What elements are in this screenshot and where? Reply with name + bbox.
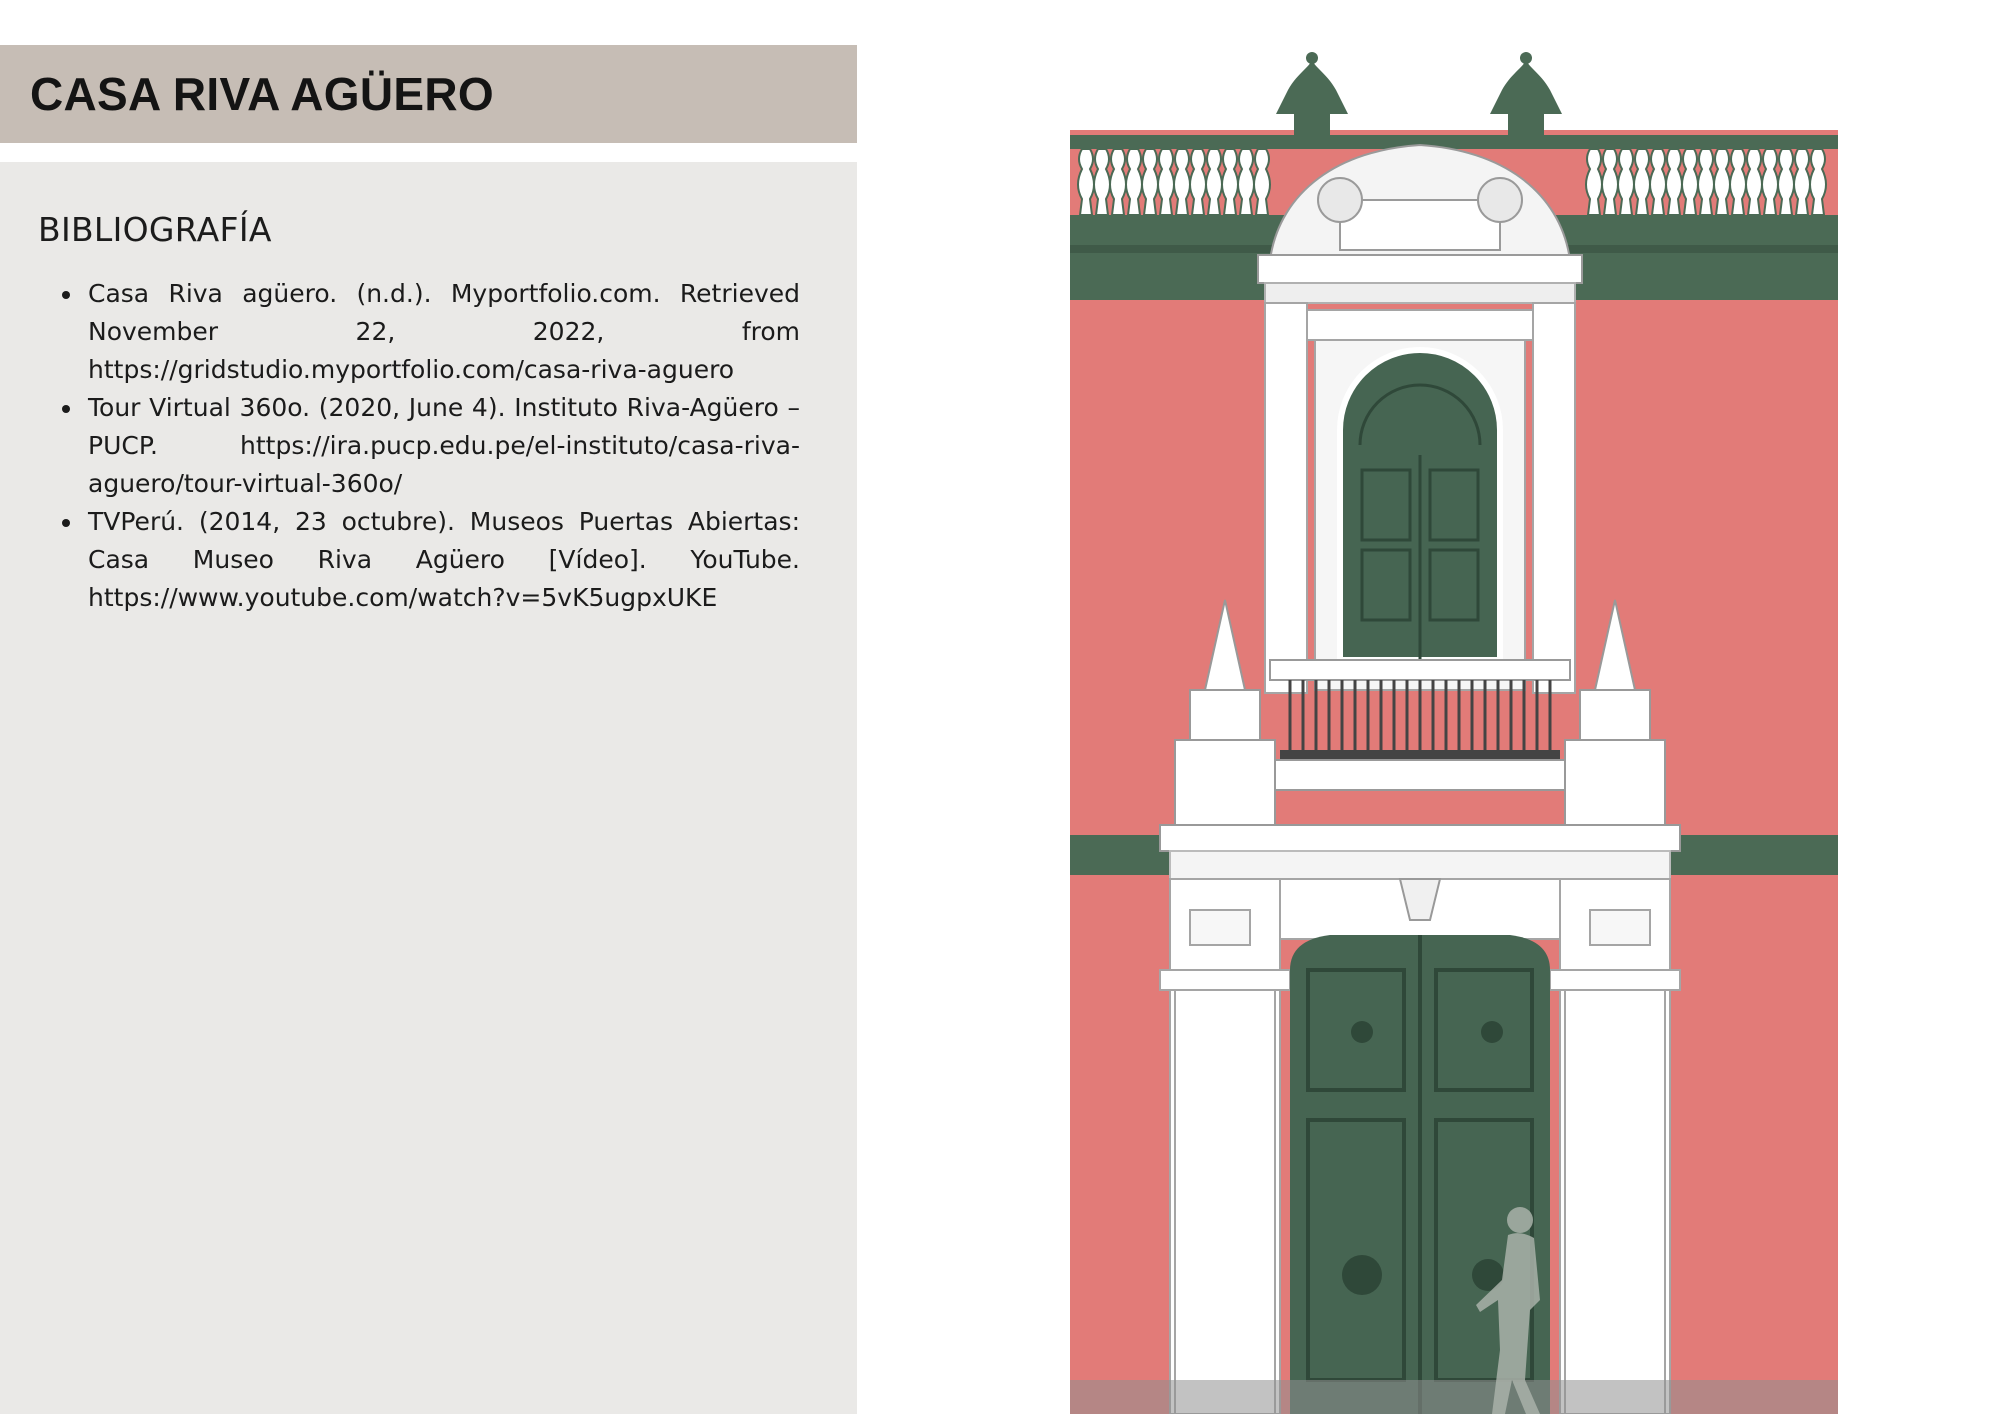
title-banner: [0, 45, 857, 143]
page-title: CASA RIVA AGÜERO: [30, 68, 494, 120]
baluster: [1778, 149, 1794, 215]
baluster: [1158, 149, 1174, 215]
bibliography-entry: • Casa Riva agüero. (n.d.). Myportfolio.com. Retrieved November 22, 2022, from https://gridstudio.myportfolio.com/casa-riva-aguero: [84, 275, 800, 389]
baluster: [1174, 149, 1190, 215]
baluster: [1586, 149, 1602, 215]
baluster: [1698, 149, 1714, 215]
baluster: [1730, 149, 1746, 215]
baluster: [1666, 149, 1682, 215]
baluster: [1190, 149, 1206, 215]
baluster: [1254, 149, 1270, 215]
baluster: [1682, 149, 1698, 215]
facade-plinth: [1070, 1380, 1838, 1414]
baluster: [1142, 149, 1158, 215]
entablature: [1258, 255, 1582, 283]
bibliography-entry: • Tour Virtual 360o. (2020, June 4). Instituto Riva-Agüero – PUCP. https://ira.pucp.edu.pe/el-instituto/casa-riva-aguero/tour-virtual-360o/: [84, 389, 800, 503]
baluster: [1110, 149, 1126, 215]
bibliography-panel: [0, 162, 857, 1414]
finials: [1276, 52, 1562, 138]
baluster: [1650, 149, 1666, 215]
baluster: [1810, 149, 1826, 215]
baluster: [1206, 149, 1222, 215]
baluster: [1618, 149, 1634, 215]
baluster: [1094, 149, 1110, 215]
facade-illustration: [1040, 50, 1840, 1414]
baluster: [1078, 149, 1094, 215]
baluster: [1714, 149, 1730, 215]
bibliography-list: [58, 275, 800, 617]
baluster: [1746, 149, 1762, 215]
baluster: [1238, 149, 1254, 215]
baluster: [1602, 149, 1618, 215]
bibliography-heading: BIBLIOGRAFÍA: [38, 210, 272, 249]
bibliography-entry: • TVPerú. (2014, 23 octubre). Museos Puertas Abiertas: Casa Museo Riva Agüero [Vídeo]. YouTube. https://www.youtube.com/watch?v=5vK5ugpxUKE: [84, 503, 800, 617]
baluster: [1126, 149, 1142, 215]
baluster: [1222, 149, 1238, 215]
baluster: [1762, 149, 1778, 215]
baluster: [1634, 149, 1650, 215]
baluster: [1794, 149, 1810, 215]
